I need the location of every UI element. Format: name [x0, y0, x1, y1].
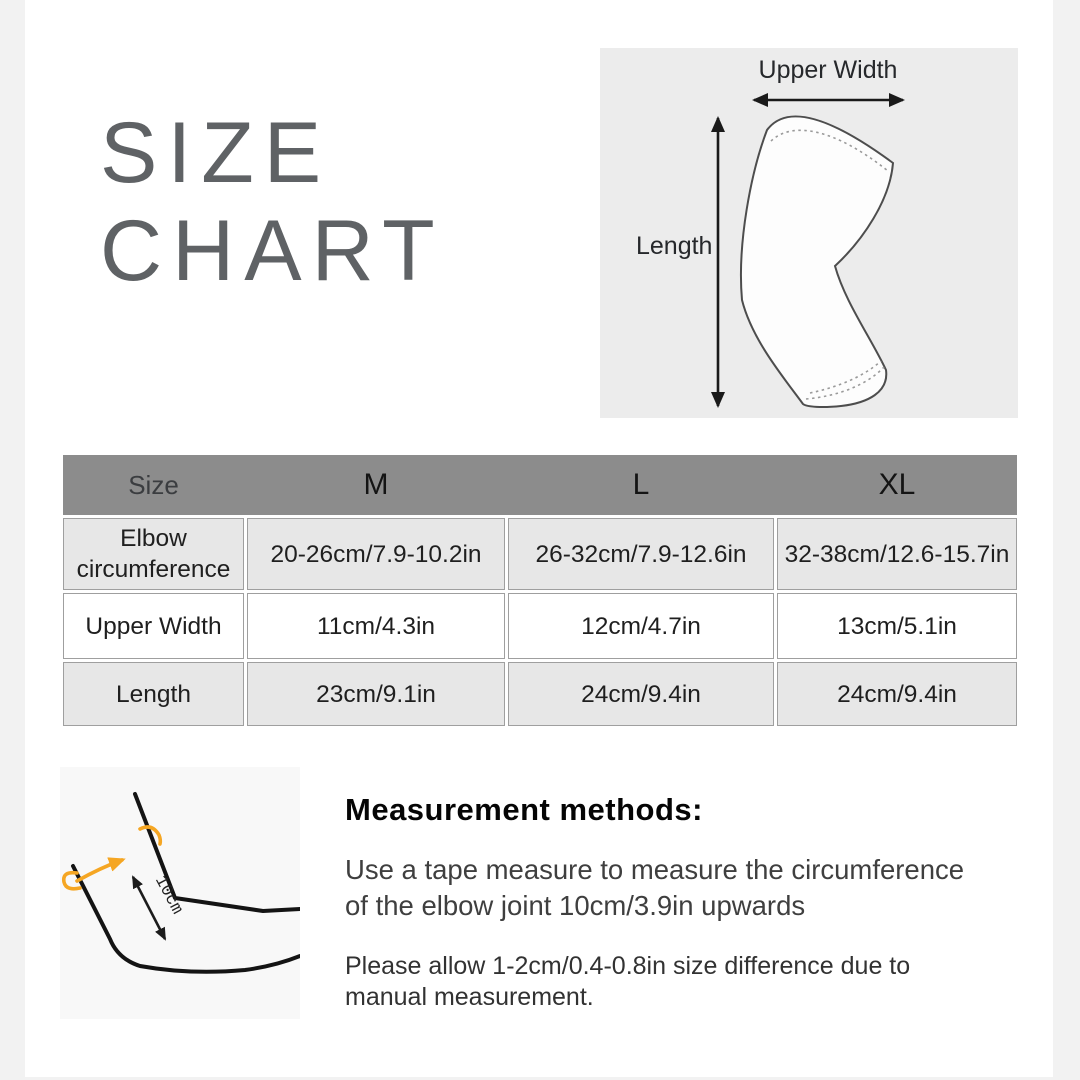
cell-upper-width-xl: 13cm/5.1in: [777, 593, 1017, 659]
page-title-line2: CHART: [100, 203, 445, 299]
column-header-l: L: [632, 468, 650, 501]
arm-lower-line: [73, 866, 300, 972]
ten-cm-label: 10cm: [150, 872, 187, 918]
size-chart-table: [63, 455, 1017, 726]
measurement-instructions: [345, 852, 1010, 924]
measurement-methods-section: [345, 792, 1010, 1013]
measurement-instructions-line2: of the elbow joint 10cm/3.9in upwards: [345, 890, 806, 921]
row-label-length: Length: [63, 662, 244, 726]
arm-illustration: [60, 767, 300, 1019]
cell-upper-width-l: 12cm/4.7in: [508, 593, 774, 659]
measurement-instructions-line1: Use a tape measure to measure the circumference: [345, 854, 965, 885]
length-label: Length: [636, 232, 713, 260]
measurement-methods-heading: Measurement methods:: [345, 792, 703, 827]
cell-upper-width-m: 11cm/4.3in: [247, 593, 505, 659]
column-header-xl: XL: [878, 468, 916, 501]
measurement-tolerance-note: [345, 951, 1010, 1013]
table-header-row: [63, 455, 1017, 515]
sleeve-outline: [741, 116, 893, 407]
row-label-upper-width: Upper Width: [63, 593, 244, 659]
upper-width-label: Upper Width: [758, 56, 898, 84]
measurement-tolerance-line2: manual measurement.: [345, 983, 594, 1011]
tape-front-arc: [77, 860, 122, 881]
cell-elbow-l: 26-32cm/7.9-12.6in: [508, 518, 774, 590]
cell-length-xl: 24cm/9.4in: [777, 662, 1017, 726]
sleeve-diagram-panel: [600, 48, 1018, 418]
cell-elbow-m: 20-26cm/7.9-10.2in: [247, 518, 505, 590]
column-header-m: M: [363, 468, 389, 501]
cell-length-l: 24cm/9.4in: [508, 662, 774, 726]
arm-illustration-panel: [60, 767, 300, 1019]
row-label-elbow-circumference: Elbow circumference: [63, 518, 244, 590]
table-body: [63, 518, 1017, 726]
column-header-size: Size: [128, 469, 179, 500]
page-title-line1: SIZE: [100, 105, 332, 201]
cell-length-m: 23cm/9.1in: [247, 662, 505, 726]
measurement-tolerance-line1: Please allow 1-2cm/0.4-0.8in size difference due to: [345, 952, 911, 980]
page-title: [100, 104, 445, 300]
cell-elbow-xl: 32-38cm/12.6-15.7in: [777, 518, 1017, 590]
